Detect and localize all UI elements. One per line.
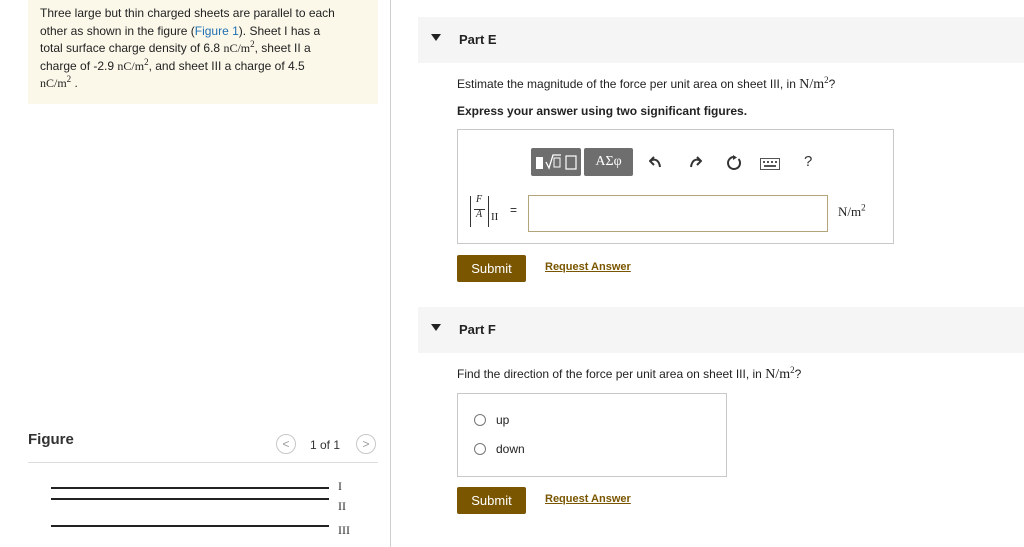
pager-count: 1 of 1 [310,438,341,452]
templates-button[interactable] [531,148,581,176]
figure-title: Figure [28,431,74,448]
keyboard-icon[interactable] [760,157,780,175]
part-e-submit-button[interactable]: Submit [457,255,526,282]
part-e-instruction: Express your answer using two significant figures. [457,104,748,118]
part-e-label: Part E [459,32,497,47]
radio-up[interactable] [474,414,486,426]
lhs-numerator: F [476,194,483,205]
part-f-label: Part F [459,322,496,337]
sheet-iii-label: III [338,523,350,537]
part-f-submit-button[interactable]: Submit [457,487,526,514]
part-f-request-answer-link[interactable]: Request Answer [545,493,631,505]
undo-icon[interactable] [649,154,663,173]
part-e-question: Estimate the magnitude of the force per unit area on sheet III, in $N/m^2$? [457,75,836,92]
collapse-triangle-icon[interactable] [431,34,441,41]
answer-lhs [470,194,530,228]
lhs-equals: = [510,203,518,217]
problem-line-3: total surface charge density of 6.8 $nC/m^2$, sheet II a [40,39,311,55]
part-e-header[interactable] [418,17,1024,63]
redo-icon[interactable] [688,154,702,173]
sheet-i-label: I [338,479,342,493]
lhs-denominator: A [476,209,483,220]
choice-down-label[interactable]: down [496,442,525,456]
reset-icon[interactable] [726,155,742,176]
problem-line-4: charge of -2.9 $nC/m^2$, and sheet III a charge of 4.5 [40,56,305,73]
figure-header [28,430,378,462]
radio-down[interactable] [474,443,486,455]
sheet-i-line [51,487,329,489]
figure-divider [28,462,378,463]
answer-input[interactable] [528,195,828,232]
choice-up-label[interactable]: up [496,413,510,427]
part-f-question: Find the direction of the force per unit area on sheet III, in $N/m^2$? [457,365,802,382]
templates-icon [531,148,581,176]
part-e-request-answer-link[interactable]: Request Answer [545,261,631,273]
answer-units: $N/m^2$ [838,202,866,219]
problem-line-5: $nC/m^2$ . [40,74,78,90]
answer-box [457,129,894,244]
sheet-iii-line [51,525,329,527]
column-divider [390,0,391,547]
pager-prev-button[interactable]: < [276,434,296,454]
figure-link[interactable]: Figure 1 [194,23,239,38]
collapse-triangle-icon[interactable] [431,324,441,331]
direction-choices [457,393,727,477]
part-f-header[interactable] [418,307,1024,353]
pager-next-button[interactable]: > [356,434,376,454]
problem-line-2: other as shown in the figure (Figure 1). Sheet I has a [40,23,321,38]
sheet-ii-line [51,498,329,500]
problem-line-1: Three large but thin charged sheets are parallel to each [40,6,335,20]
lhs-subscript: II [491,211,499,223]
help-icon[interactable]: ? [804,153,813,170]
greek-symbols-button[interactable]: ΑΣφ [584,148,633,176]
sheet-ii-label: II [338,499,346,513]
problem-statement [28,0,378,104]
